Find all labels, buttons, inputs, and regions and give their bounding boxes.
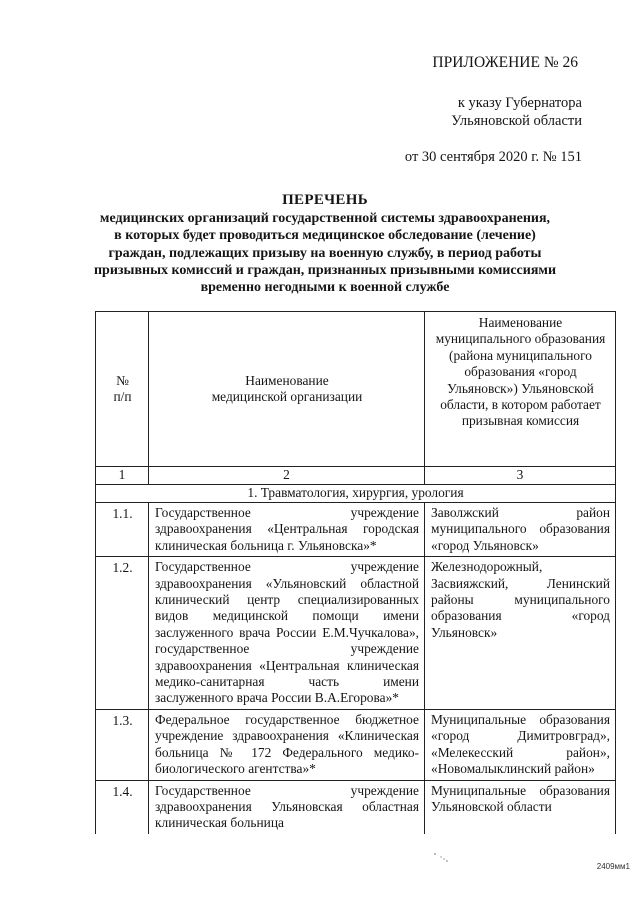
header-organization: [149, 312, 425, 467]
column-index-row: [96, 467, 616, 485]
row-municipality: Муниципальные образования Ульяновской области: [425, 780, 616, 834]
header-number-l1: №: [116, 372, 129, 388]
title-line-4: призывных комиссий и граждан, признанных призывными комиссиями: [93, 262, 557, 278]
header-number: [96, 312, 149, 467]
scan-speck-mark: [432, 850, 452, 864]
header-number-l2: п/п: [113, 389, 132, 404]
row-number: 1.3.: [96, 709, 149, 780]
row-organization: Государственное учреждение здравоохранения «Центральная городская клиническая больница г. Ульяновска»*: [149, 503, 425, 557]
decree-reference-line1: к указу Губернатора: [457, 95, 582, 111]
column-index-3: 3: [425, 467, 616, 485]
section-title: 1. Травматология, хирургия, урология: [96, 485, 616, 503]
row-organization: Федеральное государственное бюджетное учреждение здравоохранения «Клиническая больница № 172 Федерального медико-биологического агентства»*: [149, 709, 425, 780]
title-heading: ПЕРЕЧЕНЬ: [282, 192, 368, 208]
row-municipality: Муниципальные образования «город Димитровград», «Мелекесский район», «Новомалыклинский район»: [425, 709, 616, 780]
column-index-1: 1: [96, 467, 149, 485]
title-line-2: в которых будет проводиться медицинское обследование (лечение): [114, 228, 536, 244]
table-header-row: [96, 312, 616, 467]
row-organization: Государственное учреждение здравоохранения Ульяновская областная клиническая больница: [149, 780, 425, 834]
decree-reference-line2: Ульяновской области: [451, 113, 582, 129]
decree-reference: [451, 94, 582, 130]
title-line-3: граждан, подлежащих призыву на военную службу, в период работы: [108, 245, 542, 261]
table-row: [96, 780, 616, 834]
document-title: [92, 192, 558, 296]
footer-code: 2409мм1: [596, 862, 630, 871]
organizations-table: [95, 311, 616, 834]
title-line-5: временно негодными к военной службе: [200, 280, 450, 296]
table-row: [96, 503, 616, 557]
decree-date: от 30 сентября 2020 г. № 151: [404, 149, 582, 165]
header-organization-l2: медицинской организации: [211, 389, 363, 404]
row-municipality: Железнодорожный, Засвияжский, Ленинский районы муниципального образования «город Ульяновск»: [425, 557, 616, 710]
row-number: 1.1.: [96, 503, 149, 557]
header-municipality: Наименование муниципального образования (района муниципального образования «город Ульяновск») Ульяновской области, в котором работает призывная комиссия: [425, 312, 616, 467]
appendix-label: ПРИЛОЖЕНИЕ № 26: [432, 54, 578, 71]
row-number: 1.2.: [96, 557, 149, 710]
row-number: 1.4.: [96, 780, 149, 834]
section-row: [96, 485, 616, 503]
row-organization: Государственное учреждение здравоохранения «Ульяновский областной клинический центр специализированных видов медицинской помощи имени заслуженного врача России Е.М.Чучкалова», государственное учреждение здравоохранения «Центральная клиническая медико-санитарная часть имени заслуженного врача России В.А.Егорова»*: [149, 557, 425, 710]
title-line-1: медицинских организаций государственной системы здравоохранения,: [99, 211, 551, 227]
row-municipality: Заволжский район муниципального образования «город Ульяновск»: [425, 503, 616, 557]
table-row: [96, 709, 616, 780]
table-row: [96, 557, 616, 710]
column-index-2: 2: [149, 467, 425, 485]
header-organization-l1: Наименование: [245, 372, 329, 388]
